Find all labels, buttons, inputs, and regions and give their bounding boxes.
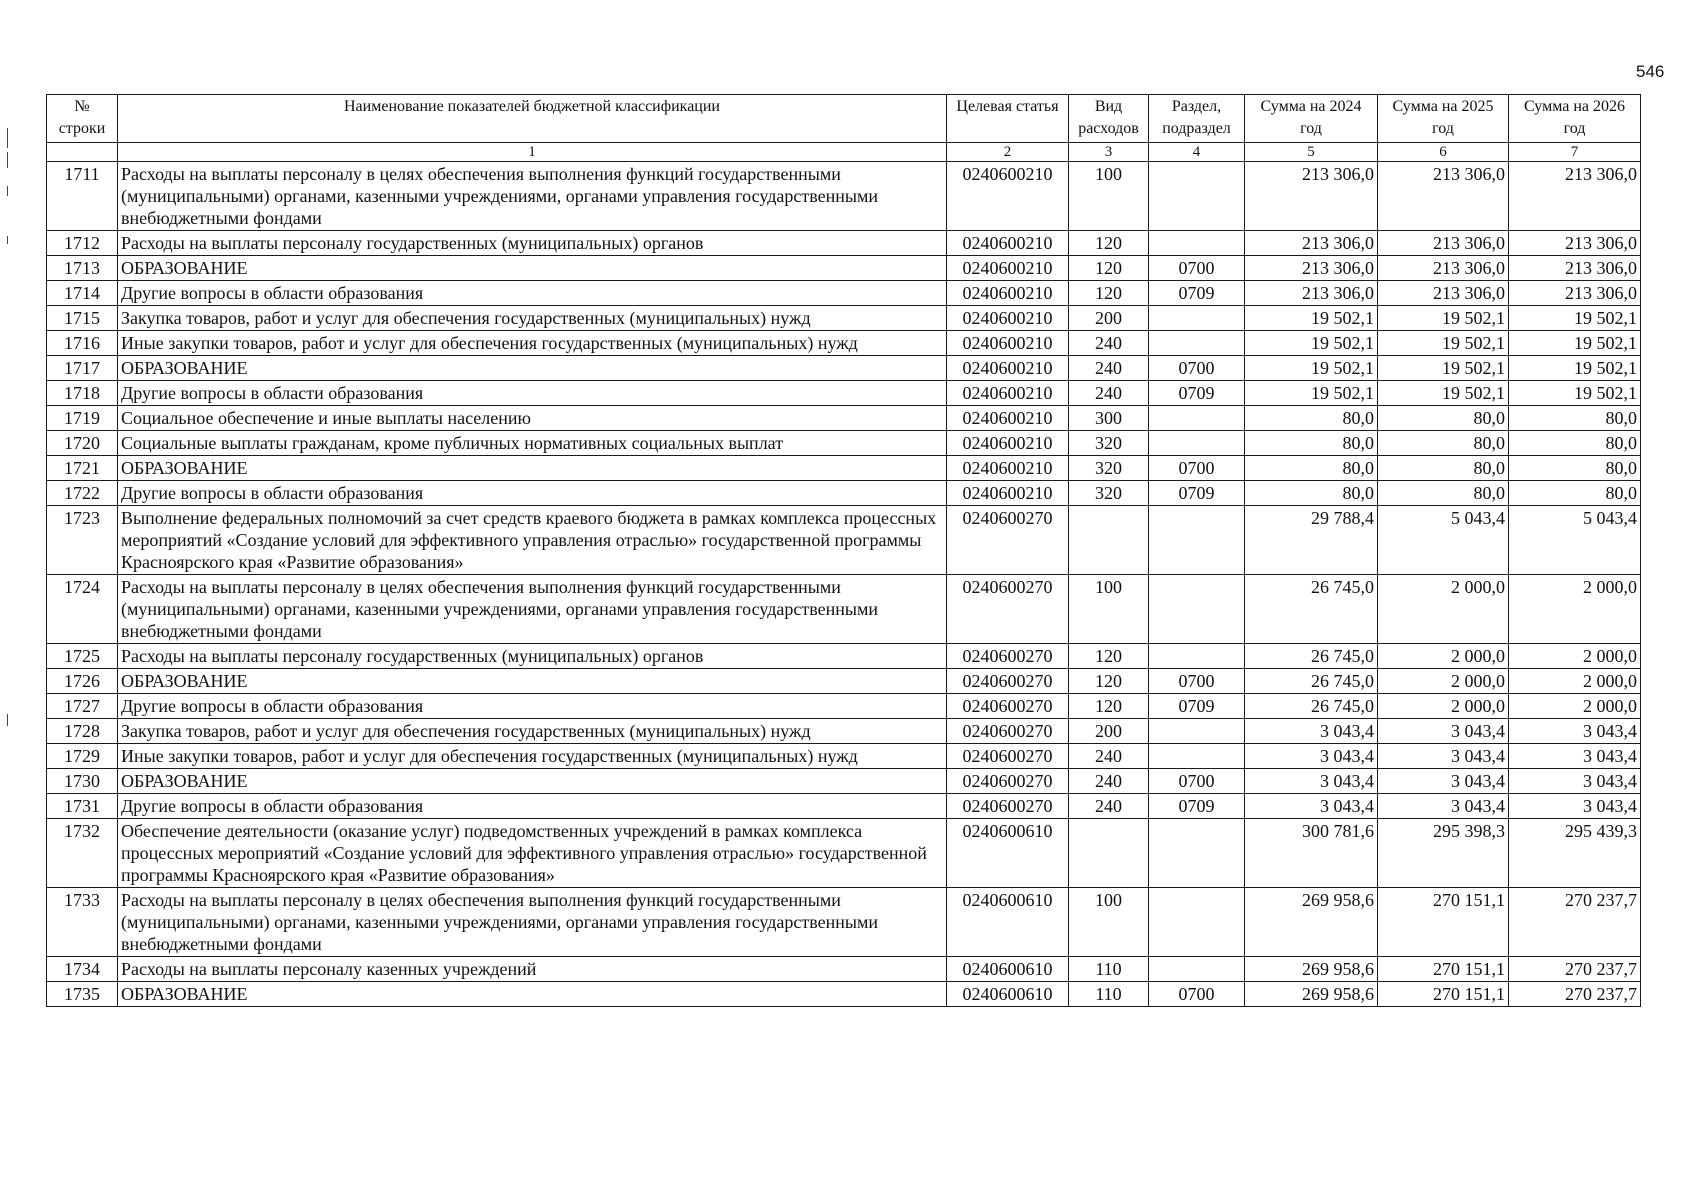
sum-2026: 3 043,4: [1509, 794, 1641, 819]
sum-2025: 3 043,4: [1378, 794, 1509, 819]
sum-2026: 213 306,0: [1509, 231, 1641, 256]
section-code: [1149, 331, 1245, 356]
row-number: 1733: [47, 888, 118, 957]
sum-2024: 269 958,6: [1245, 957, 1378, 982]
header-sum-2024: Сумма на 2024 год: [1245, 95, 1378, 143]
margin-mark: [7, 128, 8, 148]
sum-2024: 26 745,0: [1245, 644, 1378, 669]
target-article: 0240600270: [947, 669, 1069, 694]
sum-2026: 3 043,4: [1509, 744, 1641, 769]
table-row: [47, 356, 1641, 381]
row-number: 1728: [47, 719, 118, 744]
expense-kind: 120: [1069, 256, 1149, 281]
indicator-name: ОБРАЗОВАНИЕ: [118, 769, 947, 794]
sum-2026: 80,0: [1509, 481, 1641, 506]
sum-2025: 3 043,4: [1378, 744, 1509, 769]
margin-mark: [7, 236, 8, 244]
section-code: 0709: [1149, 481, 1245, 506]
column-number: 2: [947, 143, 1069, 162]
target-article: 0240600270: [947, 719, 1069, 744]
sum-2026: 270 237,7: [1509, 957, 1641, 982]
column-number: 7: [1509, 143, 1641, 162]
table-row: [47, 256, 1641, 281]
sum-2026: 213 306,0: [1509, 162, 1641, 231]
sum-2024: 19 502,1: [1245, 356, 1378, 381]
row-number: 1720: [47, 431, 118, 456]
section-code: 0700: [1149, 456, 1245, 481]
section-code: 0709: [1149, 694, 1245, 719]
row-number: 1735: [47, 982, 118, 1007]
sum-2026: 213 306,0: [1509, 281, 1641, 306]
margin-mark: [7, 186, 8, 196]
indicator-name: Другие вопросы в области образования: [118, 281, 947, 306]
table-row: [47, 644, 1641, 669]
indicator-name: Обеспечение деятельности (оказание услуг) подведомственных учреждений в рамках комплекса процессных мероприятий «Создание условий для эффективного управления отраслью» государственной программы Красноярского края «Развитие образования»: [118, 819, 947, 888]
sum-2024: 3 043,4: [1245, 794, 1378, 819]
section-code: 0700: [1149, 256, 1245, 281]
header-row-no: № строки: [47, 95, 118, 143]
target-article: 0240600210: [947, 481, 1069, 506]
sum-2025: 2 000,0: [1378, 694, 1509, 719]
row-number: 1711: [47, 162, 118, 231]
sum-2024: 26 745,0: [1245, 575, 1378, 644]
table-row: [47, 331, 1641, 356]
expense-kind: 120: [1069, 281, 1149, 306]
sum-2024: 3 043,4: [1245, 719, 1378, 744]
row-number: 1732: [47, 819, 118, 888]
target-article: 0240600270: [947, 506, 1069, 575]
expense-kind: 240: [1069, 356, 1149, 381]
table-row: [47, 819, 1641, 888]
target-article: 0240600210: [947, 256, 1069, 281]
column-number: [47, 143, 118, 162]
expense-kind: 120: [1069, 669, 1149, 694]
sum-2025: 5 043,4: [1378, 506, 1509, 575]
row-number: 1725: [47, 644, 118, 669]
sum-2026: 270 237,7: [1509, 888, 1641, 957]
indicator-name: Закупка товаров, работ и услуг для обеспечения государственных (муниципальных) нужд: [118, 306, 947, 331]
sum-2024: 80,0: [1245, 406, 1378, 431]
sum-2024: 26 745,0: [1245, 669, 1378, 694]
section-code: 0709: [1149, 381, 1245, 406]
section-code: [1149, 506, 1245, 575]
sum-2025: 295 398,3: [1378, 819, 1509, 888]
indicator-name: Иные закупки товаров, работ и услуг для обеспечения государственных (муниципальных) нужд: [118, 331, 947, 356]
sum-2025: 2 000,0: [1378, 644, 1509, 669]
section-code: [1149, 819, 1245, 888]
expense-kind: 240: [1069, 331, 1149, 356]
expense-kind: [1069, 506, 1149, 575]
sum-2026: 2 000,0: [1509, 575, 1641, 644]
sum-2024: 3 043,4: [1245, 744, 1378, 769]
page-number: 546: [1636, 62, 1665, 81]
sum-2026: 80,0: [1509, 431, 1641, 456]
target-article: 0240600210: [947, 406, 1069, 431]
sum-2025: 80,0: [1378, 431, 1509, 456]
sum-2026: 19 502,1: [1509, 331, 1641, 356]
section-code: 0700: [1149, 356, 1245, 381]
sum-2026: 3 043,4: [1509, 769, 1641, 794]
sum-2026: 19 502,1: [1509, 356, 1641, 381]
table-row: [47, 306, 1641, 331]
sum-2025: 3 043,4: [1378, 769, 1509, 794]
column-number: 6: [1378, 143, 1509, 162]
sum-2024: 19 502,1: [1245, 331, 1378, 356]
row-number: 1727: [47, 694, 118, 719]
header-row: [47, 95, 1641, 143]
sum-2025: 80,0: [1378, 481, 1509, 506]
indicator-name: Расходы на выплаты персоналу казенных учреждений: [118, 957, 947, 982]
sum-2025: 213 306,0: [1378, 256, 1509, 281]
indicator-name: Расходы на выплаты персоналу в целях обеспечения выполнения функций государственными (муниципальными) органами, казенными учреждениями, органами управления государственными внебюджетными фондами: [118, 888, 947, 957]
table-row: [47, 506, 1641, 575]
expense-kind: 300: [1069, 406, 1149, 431]
section-code: [1149, 575, 1245, 644]
sum-2026: 80,0: [1509, 406, 1641, 431]
margin-mark: [7, 152, 8, 168]
target-article: 0240600270: [947, 744, 1069, 769]
target-article: 0240600610: [947, 957, 1069, 982]
sum-2024: 3 043,4: [1245, 769, 1378, 794]
sum-2026: 213 306,0: [1509, 256, 1641, 281]
row-number: 1716: [47, 331, 118, 356]
indicator-name: Закупка товаров, работ и услуг для обеспечения государственных (муниципальных) нужд: [118, 719, 947, 744]
sum-2025: 2 000,0: [1378, 575, 1509, 644]
indicator-name: Выполнение федеральных полномочий за счет средств краевого бюджета в рамках комплекса процессных мероприятий «Создание условий для эффективного управления отраслью» государственной программы Красноярского края «Развитие образования»: [118, 506, 947, 575]
sum-2024: 269 958,6: [1245, 982, 1378, 1007]
sum-2025: 80,0: [1378, 406, 1509, 431]
indicator-name: ОБРАЗОВАНИЕ: [118, 982, 947, 1007]
target-article: 0240600610: [947, 819, 1069, 888]
sum-2024: 213 306,0: [1245, 231, 1378, 256]
expense-kind: 110: [1069, 982, 1149, 1007]
target-article: 0240600210: [947, 356, 1069, 381]
expense-kind: 240: [1069, 794, 1149, 819]
sum-2024: 80,0: [1245, 431, 1378, 456]
column-number: 4: [1149, 143, 1245, 162]
target-article: 0240600210: [947, 162, 1069, 231]
row-number: 1734: [47, 957, 118, 982]
target-article: 0240600210: [947, 381, 1069, 406]
table-row: [47, 575, 1641, 644]
expense-kind: 240: [1069, 769, 1149, 794]
expense-kind: 320: [1069, 456, 1149, 481]
expense-kind: 120: [1069, 644, 1149, 669]
sum-2026: 19 502,1: [1509, 306, 1641, 331]
section-code: [1149, 888, 1245, 957]
indicator-name: ОБРАЗОВАНИЕ: [118, 356, 947, 381]
section-code: [1149, 957, 1245, 982]
row-number: 1729: [47, 744, 118, 769]
section-code: [1149, 306, 1245, 331]
sum-2025: 2 000,0: [1378, 669, 1509, 694]
sum-2024: 213 306,0: [1245, 162, 1378, 231]
row-number: 1719: [47, 406, 118, 431]
table-row: [47, 481, 1641, 506]
indicator-name: ОБРАЗОВАНИЕ: [118, 669, 947, 694]
table-row: [47, 769, 1641, 794]
target-article: 0240600610: [947, 982, 1069, 1007]
sum-2026: 80,0: [1509, 456, 1641, 481]
row-number: 1730: [47, 769, 118, 794]
section-code: [1149, 162, 1245, 231]
sum-2025: 270 151,1: [1378, 957, 1509, 982]
table-row: [47, 162, 1641, 231]
column-number: 3: [1069, 143, 1149, 162]
table-row: [47, 669, 1641, 694]
expense-kind: 240: [1069, 381, 1149, 406]
table-row: [47, 381, 1641, 406]
table-row: [47, 794, 1641, 819]
sum-2025: 270 151,1: [1378, 888, 1509, 957]
header-sum-2025: Сумма на 2025 год: [1378, 95, 1509, 143]
sum-2026: 270 237,7: [1509, 982, 1641, 1007]
table-row: [47, 281, 1641, 306]
section-code: [1149, 644, 1245, 669]
indicator-name: Расходы на выплаты персоналу государственных (муниципальных) органов: [118, 644, 947, 669]
column-number: 5: [1245, 143, 1378, 162]
sum-2024: 29 788,4: [1245, 506, 1378, 575]
target-article: 0240600270: [947, 694, 1069, 719]
row-number: 1721: [47, 456, 118, 481]
section-code: [1149, 719, 1245, 744]
target-article: 0240600210: [947, 306, 1069, 331]
margin-mark: [7, 714, 8, 726]
target-article: 0240600270: [947, 644, 1069, 669]
expense-kind: 100: [1069, 162, 1149, 231]
row-number: 1714: [47, 281, 118, 306]
target-article: 0240600610: [947, 888, 1069, 957]
table-row: [47, 231, 1641, 256]
section-code: 0709: [1149, 281, 1245, 306]
indicator-name: Расходы на выплаты персоналу в целях обеспечения выполнения функций государственными (муниципальными) органами, казенными учреждениями, органами управления государственными внебюджетными фондами: [118, 162, 947, 231]
target-article: 0240600210: [947, 431, 1069, 456]
budget-table: [46, 94, 1641, 1007]
sum-2026: 2 000,0: [1509, 669, 1641, 694]
table-row: [47, 888, 1641, 957]
sum-2024: 80,0: [1245, 481, 1378, 506]
row-number: 1713: [47, 256, 118, 281]
section-code: [1149, 431, 1245, 456]
row-number: 1717: [47, 356, 118, 381]
target-article: 0240600210: [947, 281, 1069, 306]
sum-2025: 19 502,1: [1378, 381, 1509, 406]
expense-kind: 320: [1069, 431, 1149, 456]
column-number: 1: [118, 143, 947, 162]
row-number: 1724: [47, 575, 118, 644]
indicator-name: ОБРАЗОВАНИЕ: [118, 256, 947, 281]
indicator-name: Социальное обеспечение и иные выплаты населению: [118, 406, 947, 431]
table-row: [47, 456, 1641, 481]
section-code: 0709: [1149, 794, 1245, 819]
table-row: [47, 744, 1641, 769]
indicator-name: Социальные выплаты гражданам, кроме публичных нормативных социальных выплат: [118, 431, 947, 456]
expense-kind: 200: [1069, 306, 1149, 331]
sum-2024: 213 306,0: [1245, 281, 1378, 306]
sum-2025: 19 502,1: [1378, 356, 1509, 381]
sum-2024: 300 781,6: [1245, 819, 1378, 888]
sum-2025: 80,0: [1378, 456, 1509, 481]
indicator-name: Другие вопросы в области образования: [118, 381, 947, 406]
expense-kind: 120: [1069, 231, 1149, 256]
sum-2025: 270 151,1: [1378, 982, 1509, 1007]
table-row: [47, 982, 1641, 1007]
expense-kind: 240: [1069, 744, 1149, 769]
sum-2026: 5 043,4: [1509, 506, 1641, 575]
table-row: [47, 719, 1641, 744]
expense-kind: 200: [1069, 719, 1149, 744]
expense-kind: 100: [1069, 888, 1149, 957]
section-code: 0700: [1149, 769, 1245, 794]
sum-2025: 19 502,1: [1378, 331, 1509, 356]
row-number: 1712: [47, 231, 118, 256]
indicator-name: Другие вопросы в области образования: [118, 481, 947, 506]
sum-2024: 26 745,0: [1245, 694, 1378, 719]
sum-2025: 19 502,1: [1378, 306, 1509, 331]
sum-2026: 3 043,4: [1509, 719, 1641, 744]
table-row: [47, 957, 1641, 982]
sum-2025: 3 043,4: [1378, 719, 1509, 744]
sum-2024: 213 306,0: [1245, 256, 1378, 281]
sum-2024: 19 502,1: [1245, 381, 1378, 406]
target-article: 0240600210: [947, 231, 1069, 256]
section-code: [1149, 406, 1245, 431]
indicator-name: Другие вопросы в области образования: [118, 794, 947, 819]
section-code: [1149, 744, 1245, 769]
sum-2026: 19 502,1: [1509, 381, 1641, 406]
header-sum-2026: Сумма на 2026 год: [1509, 95, 1641, 143]
sum-2025: 213 306,0: [1378, 162, 1509, 231]
header-name: Наименование показателей бюджетной классификации: [118, 95, 947, 143]
table-row: [47, 431, 1641, 456]
row-number: 1715: [47, 306, 118, 331]
row-number: 1723: [47, 506, 118, 575]
header-kind: Вид расходов: [1069, 95, 1149, 143]
section-code: 0700: [1149, 669, 1245, 694]
section-code: 0700: [1149, 982, 1245, 1007]
sum-2025: 213 306,0: [1378, 231, 1509, 256]
target-article: 0240600270: [947, 769, 1069, 794]
indicator-name: Расходы на выплаты персоналу государственных (муниципальных) органов: [118, 231, 947, 256]
sum-2026: 2 000,0: [1509, 644, 1641, 669]
target-article: 0240600270: [947, 794, 1069, 819]
row-number: 1726: [47, 669, 118, 694]
expense-kind: 110: [1069, 957, 1149, 982]
table-row: [47, 406, 1641, 431]
sum-2026: 295 439,3: [1509, 819, 1641, 888]
target-article: 0240600210: [947, 331, 1069, 356]
sum-2024: 19 502,1: [1245, 306, 1378, 331]
sum-2025: 213 306,0: [1378, 281, 1509, 306]
indicator-name: Расходы на выплаты персоналу в целях обеспечения выполнения функций государственными (муниципальными) органами, казенными учреждениями, органами управления государственными внебюджетными фондами: [118, 575, 947, 644]
sum-2024: 269 958,6: [1245, 888, 1378, 957]
indicator-name: Другие вопросы в области образования: [118, 694, 947, 719]
indicator-name: ОБРАЗОВАНИЕ: [118, 456, 947, 481]
section-code: [1149, 231, 1245, 256]
sum-2024: 80,0: [1245, 456, 1378, 481]
header-target: Целевая статья: [947, 95, 1069, 143]
header-section: Раздел, подраздел: [1149, 95, 1245, 143]
target-article: 0240600270: [947, 575, 1069, 644]
expense-kind: [1069, 819, 1149, 888]
target-article: 0240600210: [947, 456, 1069, 481]
row-number: 1731: [47, 794, 118, 819]
table-row: [47, 694, 1641, 719]
expense-kind: 100: [1069, 575, 1149, 644]
column-number-row: [47, 143, 1641, 162]
row-number: 1722: [47, 481, 118, 506]
sum-2026: 2 000,0: [1509, 694, 1641, 719]
row-number: 1718: [47, 381, 118, 406]
expense-kind: 320: [1069, 481, 1149, 506]
indicator-name: Иные закупки товаров, работ и услуг для обеспечения государственных (муниципальных) нужд: [118, 744, 947, 769]
expense-kind: 120: [1069, 694, 1149, 719]
